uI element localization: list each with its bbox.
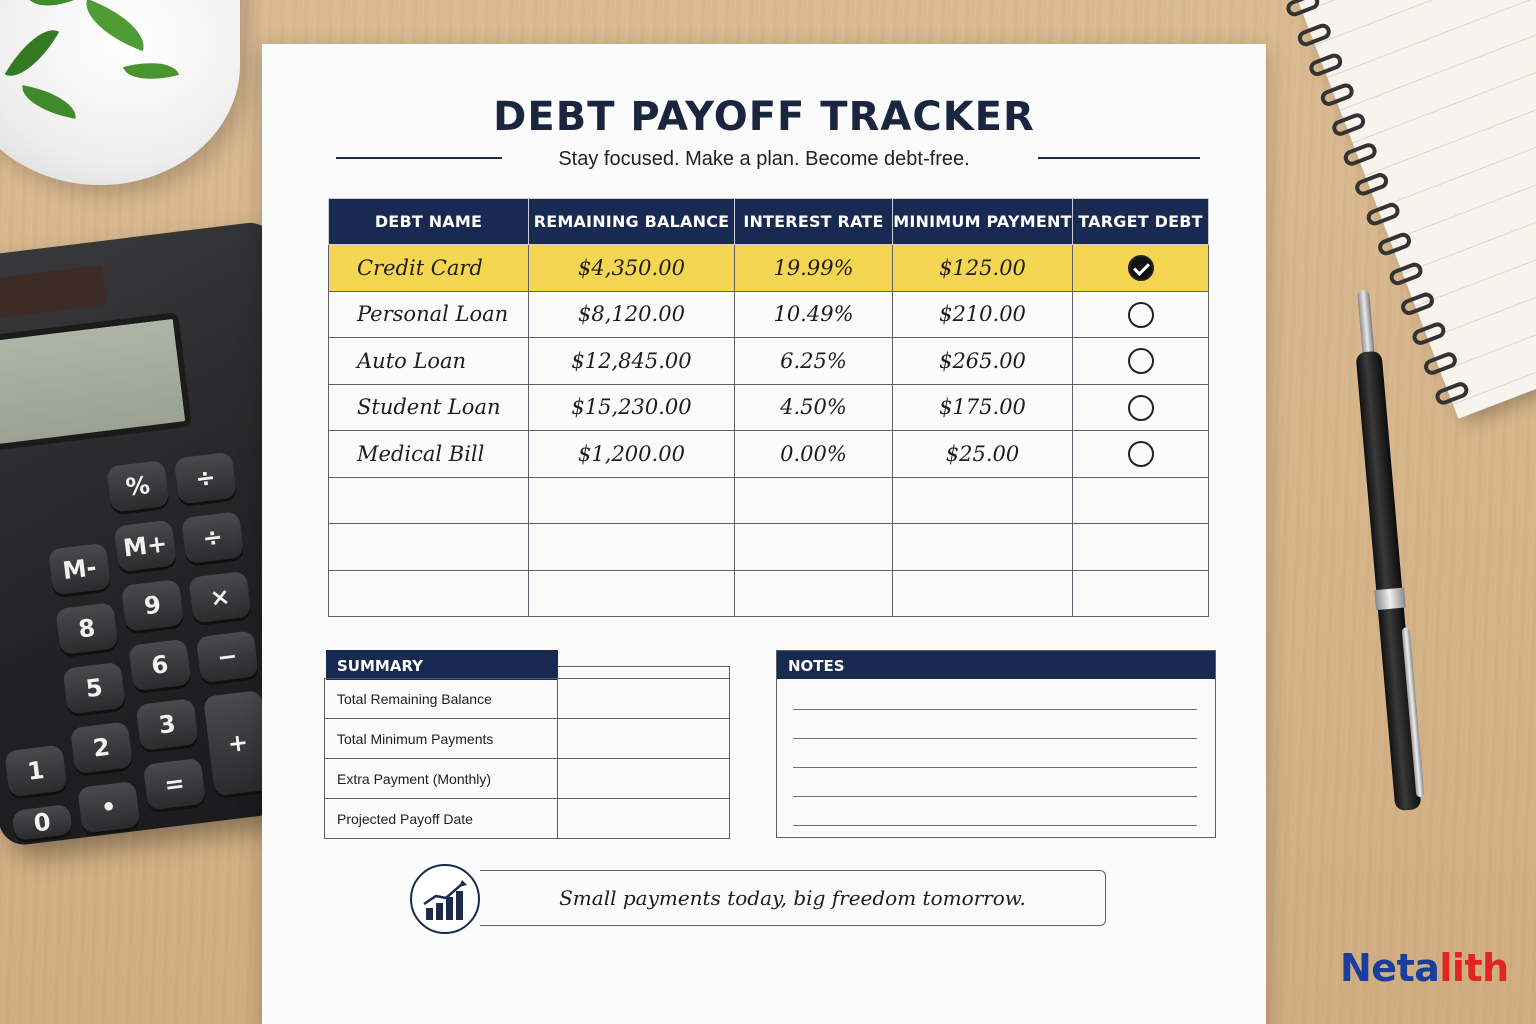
tracker-sheet [262,44,1266,1024]
ballpoint-pen [1348,289,1425,835]
calc-key: M+ [114,520,177,573]
note-line [793,825,1197,826]
table-row [329,245,1209,292]
calc-key: 9 [121,579,184,632]
payment-cell: $175.00 [893,384,1073,431]
note-line [793,796,1197,797]
debt-table [328,198,1209,617]
empty-cell[interactable] [329,477,529,524]
empty-row [329,477,1209,524]
table-row [329,384,1209,431]
target-radio-icon[interactable] [1128,441,1154,467]
empty-cell[interactable] [893,570,1073,617]
payment-cell: $265.00 [893,338,1073,385]
calc-key: 1 [4,745,67,798]
target-cell [1073,291,1209,338]
empty-cell[interactable] [735,524,893,571]
brand-logo [1340,946,1509,990]
target-cell [1073,384,1209,431]
page-subtitle: Stay focused. Make a plan. Become debt-free. [558,148,970,170]
empty-cell[interactable] [1073,570,1209,617]
calc-key: 6 [128,639,191,692]
summary-table [324,678,730,839]
calc-key: + [203,690,273,796]
calc-key: 8 [55,602,118,655]
calculator-solar-panel [0,265,107,319]
note-line [793,709,1197,710]
header-interest-rate: INTEREST RATE [735,199,893,245]
target-radio-icon[interactable] [1128,395,1154,421]
balance-cell: $4,350.00 [529,245,735,292]
page-title: DEBT PAYOFF TRACKER [493,94,1035,140]
target-cell [1073,338,1209,385]
calc-key: ÷ [174,452,237,505]
calc-key: ÷ [181,511,244,564]
target-cell [1073,431,1209,478]
debt-table-header [329,199,1209,245]
summary-value-field[interactable] [558,759,730,799]
notes-box[interactable] [776,650,1216,838]
table-row [329,338,1209,385]
table-row [329,291,1209,338]
growth-chart-icon [410,864,480,934]
calculator-screen [0,312,192,451]
summary-label: Extra Payment (Monthly) [325,759,558,799]
calc-key: − [196,630,259,683]
target-cell [1073,245,1209,292]
table-row [329,431,1209,478]
calc-key: × [188,571,251,624]
empty-row [329,570,1209,617]
payment-cell: $25.00 [893,431,1073,478]
rate-cell: 19.99% [735,245,893,292]
spiral-notebook [1290,0,1536,419]
payment-cell: $210.00 [893,291,1073,338]
balance-cell: $8,120.00 [529,291,735,338]
target-radio-icon[interactable] [1128,302,1154,328]
note-line [793,738,1197,739]
summary-row [325,679,730,719]
title-rule-right [1038,157,1200,159]
balance-cell: $15,230.00 [529,384,735,431]
summary-label: Total Minimum Payments [325,719,558,759]
calc-key: 0 [12,804,73,841]
header-debt-name: DEBT NAME [329,199,529,245]
rate-cell: 10.49% [735,291,893,338]
calc-key: % [106,460,169,513]
debt-name-cell: Auto Loan [329,338,529,385]
brand-part-1: Neta [1340,946,1440,990]
rate-cell: 6.25% [735,338,893,385]
empty-cell[interactable] [735,477,893,524]
summary-label: Projected Payoff Date [325,799,558,839]
brand-part-2: lith [1439,946,1509,990]
rate-cell: 4.50% [735,384,893,431]
summary-row [325,759,730,799]
target-radio-icon[interactable] [1128,348,1154,374]
summary-value-field[interactable] [558,799,730,839]
debt-name-cell: Student Loan [329,384,529,431]
calc-key: M- [48,543,111,596]
header-remaining-balance: REMAINING BALANCE [529,199,735,245]
calc-key: = [143,758,206,811]
summary-heading: SUMMARY [326,650,558,680]
empty-cell[interactable] [1073,477,1209,524]
debt-name-cell: Personal Loan [329,291,529,338]
empty-row [329,524,1209,571]
notes-heading: NOTES [777,651,1215,679]
balance-cell: $12,845.00 [529,338,735,385]
debt-name-cell: Medical Bill [329,431,529,478]
empty-cell[interactable] [1073,524,1209,571]
note-line [793,767,1197,768]
summary-value-field[interactable] [558,679,730,719]
empty-cell[interactable] [735,570,893,617]
rate-cell: 0.00% [735,431,893,478]
empty-cell[interactable] [329,524,529,571]
payment-cell: $125.00 [893,245,1073,292]
empty-cell[interactable] [893,524,1073,571]
empty-cell[interactable] [529,477,735,524]
empty-cell[interactable] [329,570,529,617]
potted-plant [0,0,240,185]
summary-label: Total Remaining Balance [325,679,558,719]
target-checked-icon[interactable] [1128,255,1154,281]
header-minimum-payment: MINIMUM PAYMENT [893,199,1073,245]
header-target-debt: TARGET DEBT [1073,199,1209,245]
motivational-quote: Small payments today, big freedom tomorrow. [480,870,1106,926]
empty-cell[interactable] [529,570,735,617]
summary-row [325,719,730,759]
calc-key: 5 [63,662,126,715]
empty-cell[interactable] [893,477,1073,524]
balance-cell: $1,200.00 [529,431,735,478]
calc-key: • [77,781,140,834]
summary-value-field[interactable] [558,719,730,759]
summary-row [325,799,730,839]
calc-key: 2 [70,721,133,774]
empty-cell[interactable] [529,524,735,571]
debt-name-cell: Credit Card [329,245,529,292]
calc-key: 3 [136,698,199,751]
